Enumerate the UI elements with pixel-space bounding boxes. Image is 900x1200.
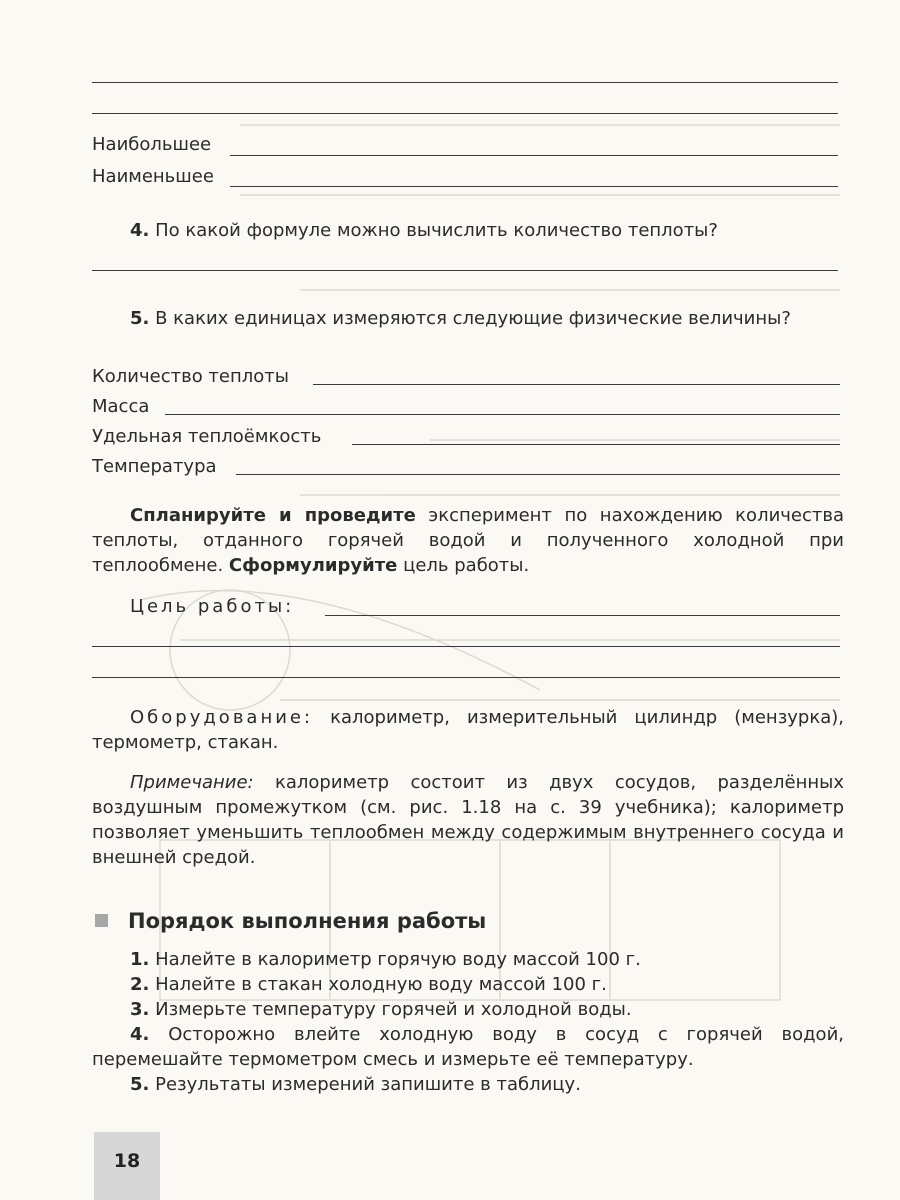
step-number: 3.	[130, 999, 150, 1020]
quantity-heat-label: Количество теплоты	[92, 366, 289, 387]
step-text: Налейте в калориметр горячую воду массой 100 г.	[155, 949, 641, 970]
step-number: 1.	[130, 949, 150, 970]
goal-label: Цель работы:	[130, 596, 295, 617]
equipment-paragraph	[92, 705, 844, 755]
task-paragraph	[92, 503, 844, 578]
note-paragraph	[92, 770, 844, 870]
question-4	[130, 220, 718, 242]
specific-heat-label: Удельная теплоёмкость	[92, 426, 322, 447]
smallest-answer-line[interactable]	[230, 186, 838, 187]
answer-line[interactable]	[92, 82, 838, 83]
equipment-label: Оборудование:	[130, 707, 314, 728]
procedure-step	[130, 947, 842, 972]
step-number: 2.	[130, 974, 150, 995]
task-text-end: цель работы.	[397, 555, 530, 576]
goal-answer-line[interactable]	[325, 615, 840, 616]
question-4-text: По какой формуле можно вычислить количество теплоты?	[155, 220, 718, 241]
mass-answer-line[interactable]	[165, 414, 840, 415]
note-text: калориметр состоит из двух сосудов, разделённых воздушным промежутком (см. рис. 1.18 на с. 39 учебника); калориметр позволяет уменьшить теплообмен между содержимым внутреннего сосуда и внешней средой.	[92, 772, 844, 868]
goal-answer-line[interactable]	[92, 646, 840, 647]
question-4-number: 4.	[130, 220, 150, 241]
equipment-text: калориметр, измерительный цилиндр (мензурка), термометр, стакан.	[92, 707, 844, 753]
procedure-step	[130, 997, 842, 1022]
question-5-number: 5.	[130, 308, 150, 329]
step-text: Результаты измерений запишите в таблицу.	[155, 1074, 581, 1095]
question-5-text: В каких единицах измеряются следующие физические величины?	[155, 308, 791, 329]
largest-label: Наибольшее	[92, 134, 212, 155]
task-text: эксперимент по нахождению количества теплоты, отданного горячей водой и полученного холодной при теплообмене.	[92, 505, 845, 576]
step-number: 4.	[130, 1024, 150, 1045]
goal-answer-line[interactable]	[92, 677, 840, 678]
step-text: Осторожно влейте холодную воду в сосуд с горячей водой, перемешайте термометром смесь и измерьте её температуру.	[92, 1024, 844, 1070]
temperature-answer-line[interactable]	[236, 474, 840, 475]
task-bold-formulate: Сформулируйте	[228, 555, 398, 576]
smallest-label: Наименьшее	[92, 166, 214, 187]
procedure-step	[130, 1072, 842, 1097]
step-number: 5.	[130, 1074, 150, 1095]
temperature-label: Температура	[92, 456, 217, 477]
specific-heat-answer-line[interactable]	[352, 444, 840, 445]
question-5	[92, 306, 844, 331]
procedure-heading-text: Порядок выполнения работы	[128, 909, 487, 933]
procedure-heading	[128, 908, 486, 934]
task-bold-plan: Спланируйте и проведите	[130, 505, 416, 526]
quantity-heat-answer-line[interactable]	[313, 384, 840, 385]
page-number-box	[94, 1132, 160, 1200]
largest-answer-line[interactable]	[230, 155, 838, 156]
procedure-step	[130, 972, 842, 997]
question-4-answer-line[interactable]	[92, 270, 838, 271]
mass-label: Масса	[92, 396, 150, 417]
step-text: Налейте в стакан холодную воду массой 100 г.	[155, 974, 607, 995]
answer-line[interactable]	[92, 113, 838, 114]
procedure-step	[92, 1022, 844, 1072]
step-text: Измерьте температуру горячей и холодной воды.	[155, 999, 632, 1020]
page-number: 18	[113, 1150, 141, 1172]
note-label: Примечание:	[130, 772, 254, 793]
section-marker	[95, 914, 108, 927]
